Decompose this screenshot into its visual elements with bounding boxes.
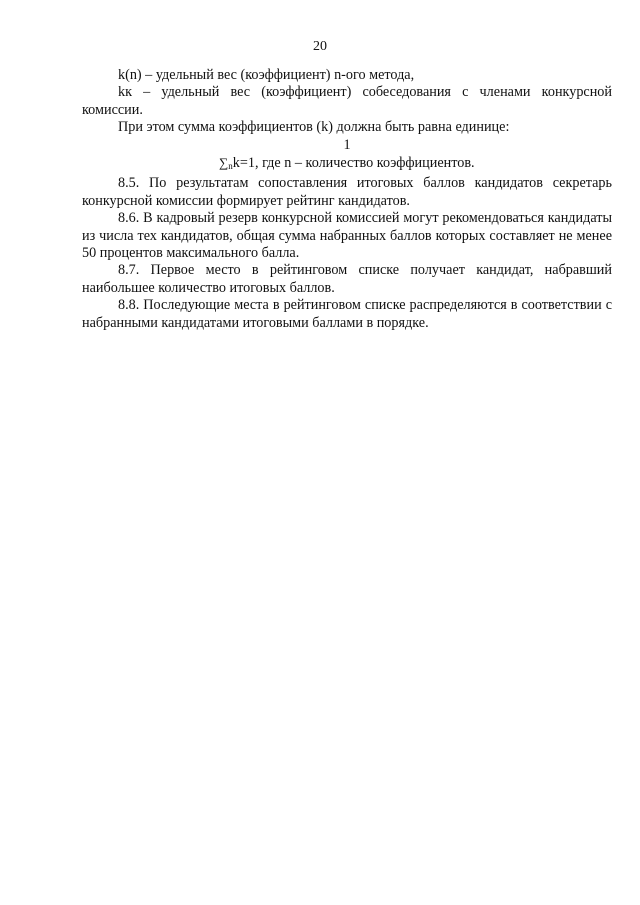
paragraph-8-7: 8.7. Первое место в рейтинговом списке получает кандидат, набравший наибольшее количество итоговых баллов. [82,262,612,296]
formula-upper-index: 1 [343,136,351,153]
document-body [82,67,612,332]
formula-text: k=1, где n – количество коэффициентов. [232,155,475,172]
paragraph-kn-definition: k(n) – удельный вес (коэффициент) n-ого метода, [118,67,415,83]
paragraph-sum-condition: При этом сумма коэффициентов (k) должна быть равна единице: [118,119,510,136]
page-number: 20 [313,39,327,54]
paragraph-8-6: 8.6. В кадровый резерв конкурсной комиссией могут рекомендоваться кандидаты из числа тех кандидатов, общая сумма набранных баллов которых составляет не менее 50 процентов максимального балла. [82,210,612,262]
sum-symbol: ∑ [219,155,229,171]
paragraph-kk-definition: kк – удельный вес (коэффициент) собеседования с членами конкурсной комиссии. [82,84,612,118]
paragraph-8-8: 8.8. Последующие места в рейтинговом списке распределяются в соответствии с набранными кандидатами итоговыми баллами в порядке. [82,297,612,331]
sum-subscript: n [228,161,233,172]
formula-line [82,154,612,175]
paragraph-8-5: 8.5. По результатам сопоставления итоговых баллов кандидатов секретарь конкурсной комиссии формирует рейтинг кандидатов. [82,175,612,209]
